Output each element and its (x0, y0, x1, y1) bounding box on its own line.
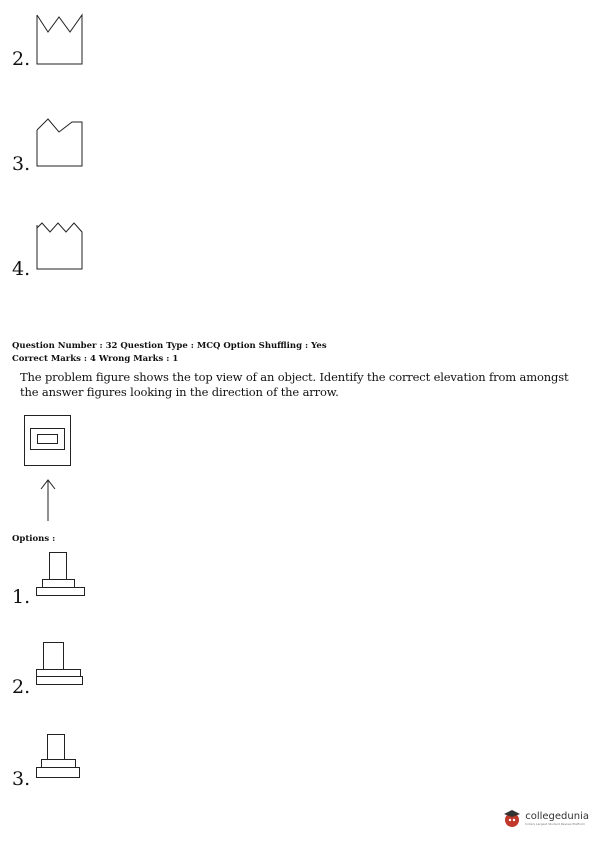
question-text-line-1: The problem figure shows the top view of an object. Identify the correct elevation from amongst (20, 370, 569, 384)
question-meta-line-1: Question Number : 32 Question Type : MCQ Option Shuffling : Yes (12, 341, 327, 351)
option-number: 1. (12, 586, 31, 608)
option-figure-elevation-3 (36, 734, 86, 782)
option-figure-elevation-2 (36, 642, 86, 690)
collegedunia-logo (502, 808, 589, 828)
direction-arrow-icon (38, 478, 58, 522)
option-number: 2. (12, 676, 31, 698)
brand-tagline: India's Largest Student Review Platform (525, 821, 586, 826)
question-meta-line-2: Correct Marks : 4 Wrong Marks : 1 (12, 354, 179, 364)
option-number: 3. (12, 768, 31, 790)
option-number: 2. (12, 48, 31, 70)
option-figure-elevation-1 (36, 552, 86, 600)
options-heading: Options : (12, 534, 56, 544)
option-figure-notched-shape (36, 116, 84, 168)
option-number: 4. (12, 258, 31, 280)
graduate-mascot-icon (502, 808, 522, 828)
option-number: 3. (12, 153, 31, 175)
option-figure-zigzag-shape (36, 220, 84, 272)
question-text-line-2: the answer figures looking in the direction of the arrow. (20, 385, 339, 399)
brand-name: collegedunia (525, 810, 589, 822)
option-figure-crown-shape (36, 14, 84, 66)
problem-figure-top-view (24, 415, 72, 467)
